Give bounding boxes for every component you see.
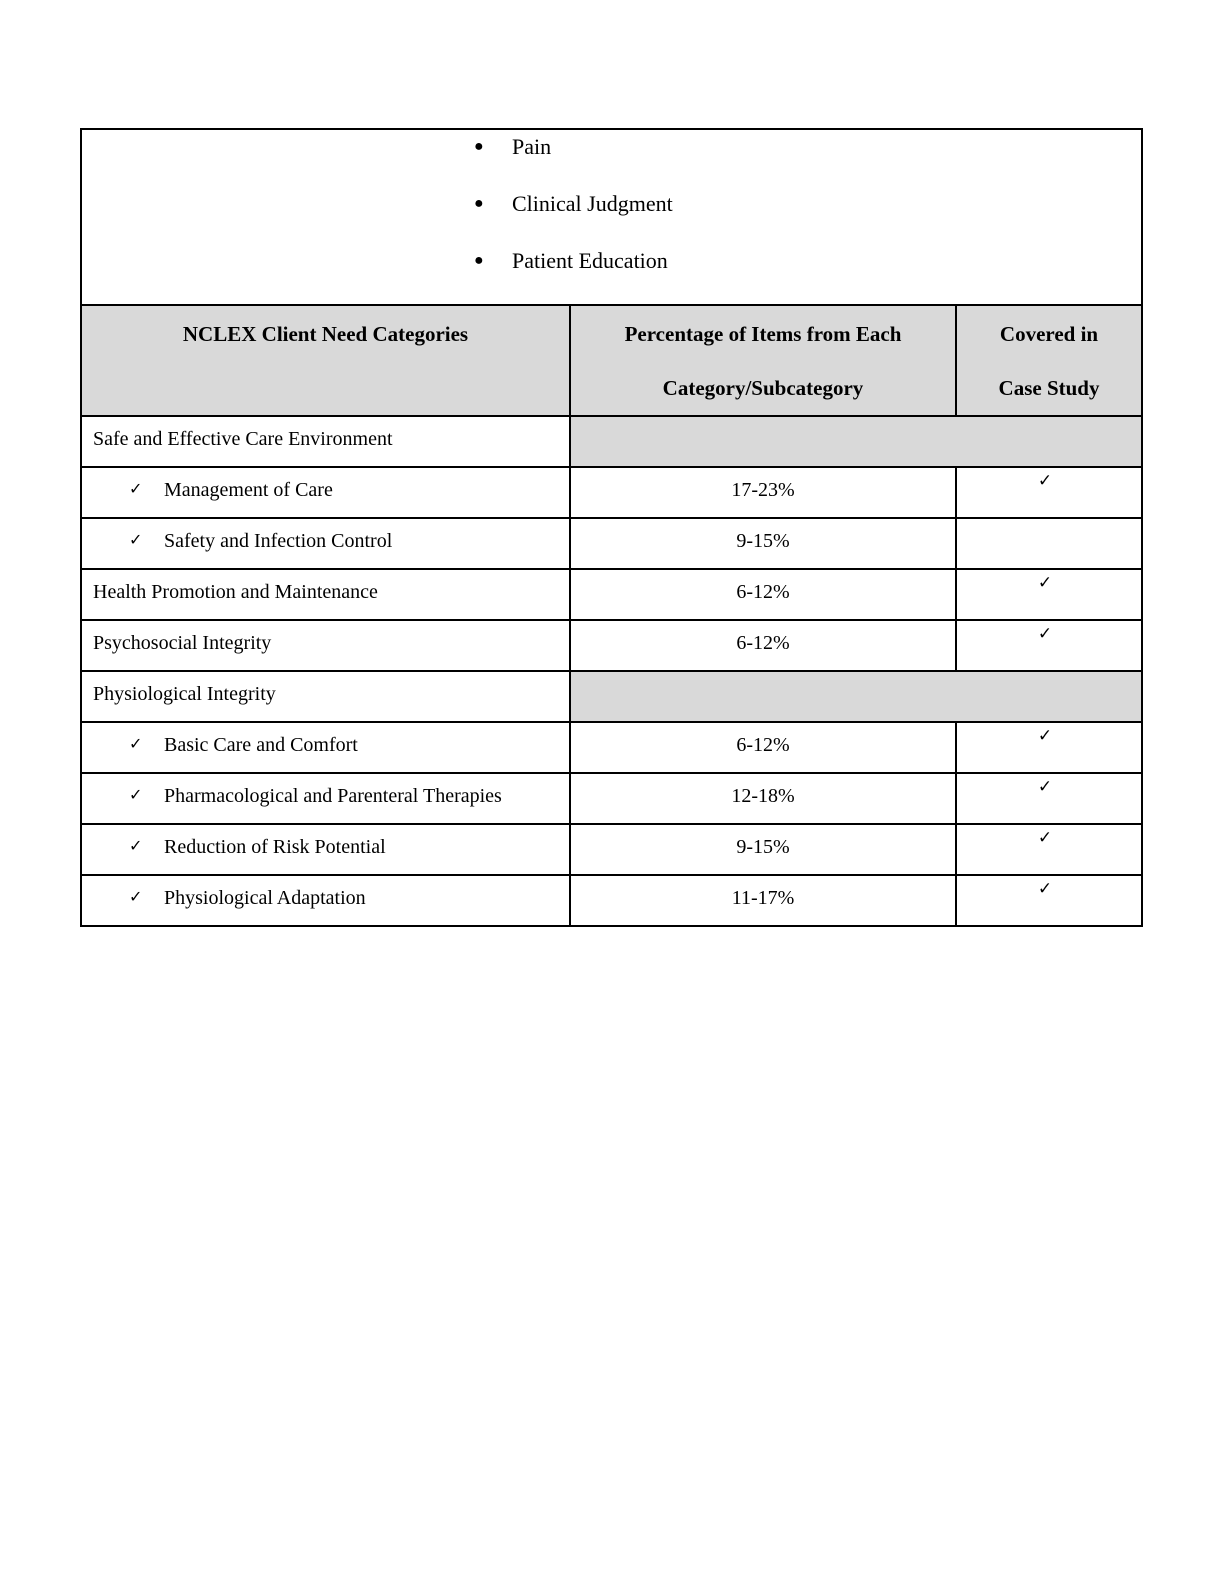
- covered-cell: [956, 824, 1142, 875]
- table-row: [81, 671, 1142, 722]
- table-row: [81, 722, 1142, 773]
- table-row: [81, 875, 1142, 926]
- covered-cell: [956, 569, 1142, 620]
- percentage-cell: 6-12%: [570, 569, 956, 620]
- subcategory-cell: [81, 722, 570, 773]
- subcategory-cell: [81, 467, 570, 518]
- covered-check-icon: ✓: [1037, 777, 1053, 797]
- table-row: [81, 416, 1142, 467]
- list-item: [474, 134, 673, 191]
- subcategory-label: Basic Care and Comfort: [164, 734, 358, 756]
- list-item: [474, 248, 673, 305]
- covered-check-icon: ✓: [1037, 471, 1053, 491]
- percentage-cell: 12-18%: [570, 773, 956, 824]
- percentage-cell: 6-12%: [570, 722, 956, 773]
- subcategory-cell: [81, 773, 570, 824]
- check-icon: ✓: [129, 734, 143, 753]
- check-icon: ✓: [129, 836, 143, 855]
- covered-cell: [956, 773, 1142, 824]
- subcategory-cell: [81, 824, 570, 875]
- covered-cell: [956, 467, 1142, 518]
- topic-label: Pain: [512, 134, 552, 159]
- category-cell: [81, 569, 570, 620]
- header-covered: Covered in Case Study: [956, 305, 1142, 416]
- category-label: Physiological Integrity: [93, 683, 276, 705]
- topic-label: Clinical Judgment: [512, 191, 673, 216]
- table-row: [81, 824, 1142, 875]
- subcategory-cell: [81, 518, 570, 569]
- header-percentage: Percentage of Items from Each Category/Subcategory: [570, 305, 956, 416]
- subcategory-cell: [81, 875, 570, 926]
- percentage-cell: 17-23%: [570, 467, 956, 518]
- topics-row: [81, 129, 1142, 305]
- subcategory-label: Management of Care: [164, 479, 333, 501]
- category-label: Safe and Effective Care Environment: [93, 428, 393, 450]
- check-icon: ✓: [129, 479, 143, 498]
- bullet-icon: ●: [474, 138, 484, 155]
- table-row: [81, 569, 1142, 620]
- category-cell: [81, 620, 570, 671]
- table-row: [81, 620, 1142, 671]
- table-row: [81, 518, 1142, 569]
- check-icon: ✓: [129, 785, 143, 804]
- covered-cell: [956, 722, 1142, 773]
- header-categories: NCLEX Client Need Categories: [81, 305, 570, 416]
- subcategory-label: Reduction of Risk Potential: [164, 836, 386, 858]
- bullet-icon: ●: [474, 195, 484, 212]
- covered-check-icon: ✓: [1037, 726, 1053, 746]
- percentage-cell: 6-12%: [570, 620, 956, 671]
- check-icon: ✓: [129, 530, 143, 549]
- category-cell: [81, 416, 570, 467]
- covered-cell: [956, 875, 1142, 926]
- percentage-cell: 9-15%: [570, 518, 956, 569]
- category-label: Health Promotion and Maintenance: [93, 581, 378, 603]
- covered-check-icon: ✓: [1037, 828, 1053, 848]
- table-header-row: [81, 305, 1142, 416]
- shaded-cell: [570, 671, 1142, 722]
- covered-cell: [956, 620, 1142, 671]
- subcategory-label: Safety and Infection Control: [164, 530, 393, 552]
- category-cell: [81, 671, 570, 722]
- category-label: Psychosocial Integrity: [93, 632, 272, 654]
- topics-cell: [81, 129, 1142, 305]
- bullet-icon: ●: [474, 252, 484, 269]
- percentage-cell: 11-17%: [570, 875, 956, 926]
- covered-check-icon: ✓: [1037, 879, 1053, 899]
- check-icon: ✓: [129, 887, 143, 906]
- shaded-cell: [570, 416, 1142, 467]
- subcategory-label: Physiological Adaptation: [164, 887, 366, 909]
- topic-label: Patient Education: [512, 248, 668, 273]
- table-row: [81, 773, 1142, 824]
- nclex-table: [80, 128, 1143, 927]
- topics-list: [474, 134, 673, 305]
- covered-check-icon: ✓: [1037, 573, 1053, 593]
- table-row: [81, 467, 1142, 518]
- subcategory-label: Pharmacological and Parenteral Therapies: [164, 785, 502, 807]
- list-item: [474, 191, 673, 248]
- percentage-cell: 9-15%: [570, 824, 956, 875]
- covered-cell: [956, 518, 1142, 569]
- covered-check-icon: ✓: [1037, 624, 1053, 644]
- covered-check-icon: [957, 519, 1141, 521]
